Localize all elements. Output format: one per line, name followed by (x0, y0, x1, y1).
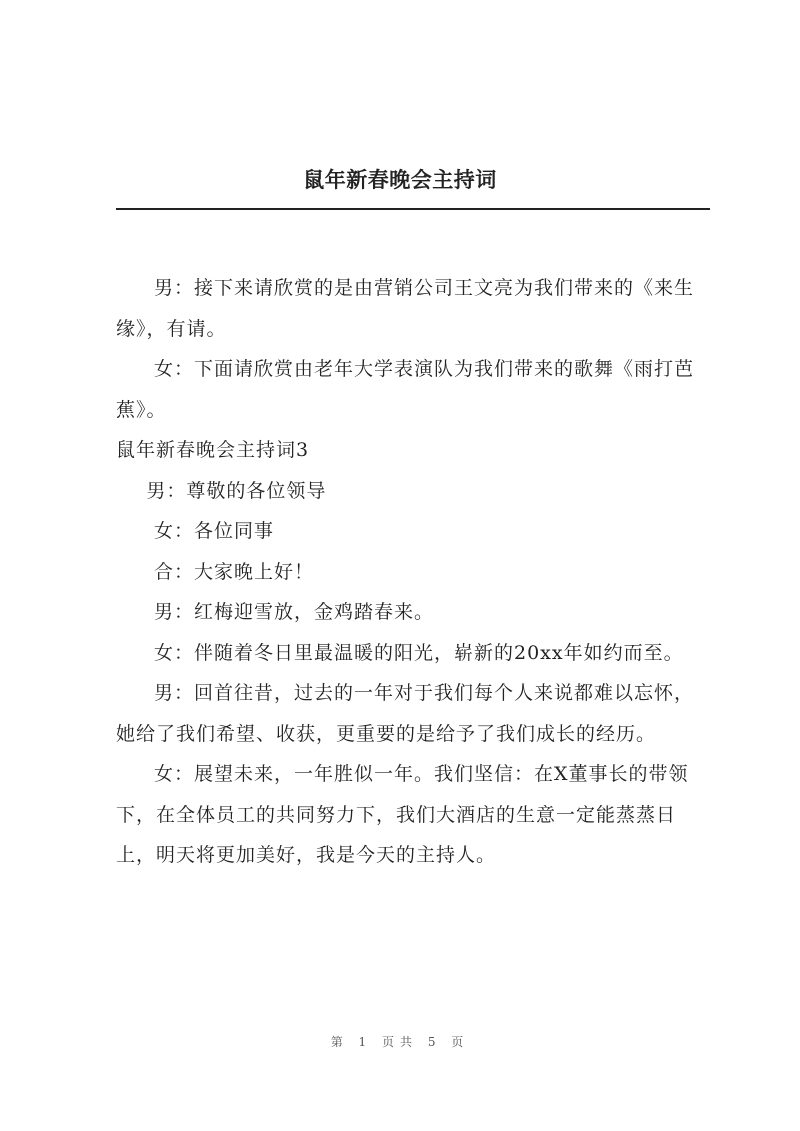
section-heading: 鼠年新春晚会主持词3 (116, 439, 310, 461)
paragraph-2: 女：下面请欣赏由老年大学表演队为我们带来的歌舞《雨打芭蕉》。 (116, 358, 695, 421)
paragraph-8: 男：回首往昔，过去的一年对于我们每个人来说都难以忘怀，她给了我们希望、收获，更重要的是给予了我们成长的经历。 (116, 682, 695, 745)
paragraph-9: 女：展望未来，一年胜似一年。我们坚信：在X董事长的带领下，在全体员工的共同努力下，我们大酒店的生意一定能蒸蒸日上，明天将更加美好，我是今天的主持人。 (116, 763, 689, 866)
document-title: 鼠年新春晚会主持词 (303, 167, 497, 192)
paragraph-3: 男：尊敬的各位领导 (146, 479, 327, 502)
paragraph-6: 男：红梅迎雪放，金鸡踏春来。 (154, 601, 435, 623)
title-divider (116, 208, 710, 210)
paragraph-4: 女：各位同事 (154, 520, 275, 542)
paragraph-7: 女：伴随着冬日里最温暖的阳光，崭新的20xx年如约而至。 (154, 641, 684, 664)
page-number: 第 1 页共 5 页 (330, 1035, 470, 1049)
document-body (116, 268, 710, 876)
paragraph-1: 男：接下来请欣赏的是由营销公司王文亮为我们带来的《来生缘》，有请。 (116, 277, 695, 340)
paragraph-5: 合：大家晚上好！ (154, 560, 315, 583)
